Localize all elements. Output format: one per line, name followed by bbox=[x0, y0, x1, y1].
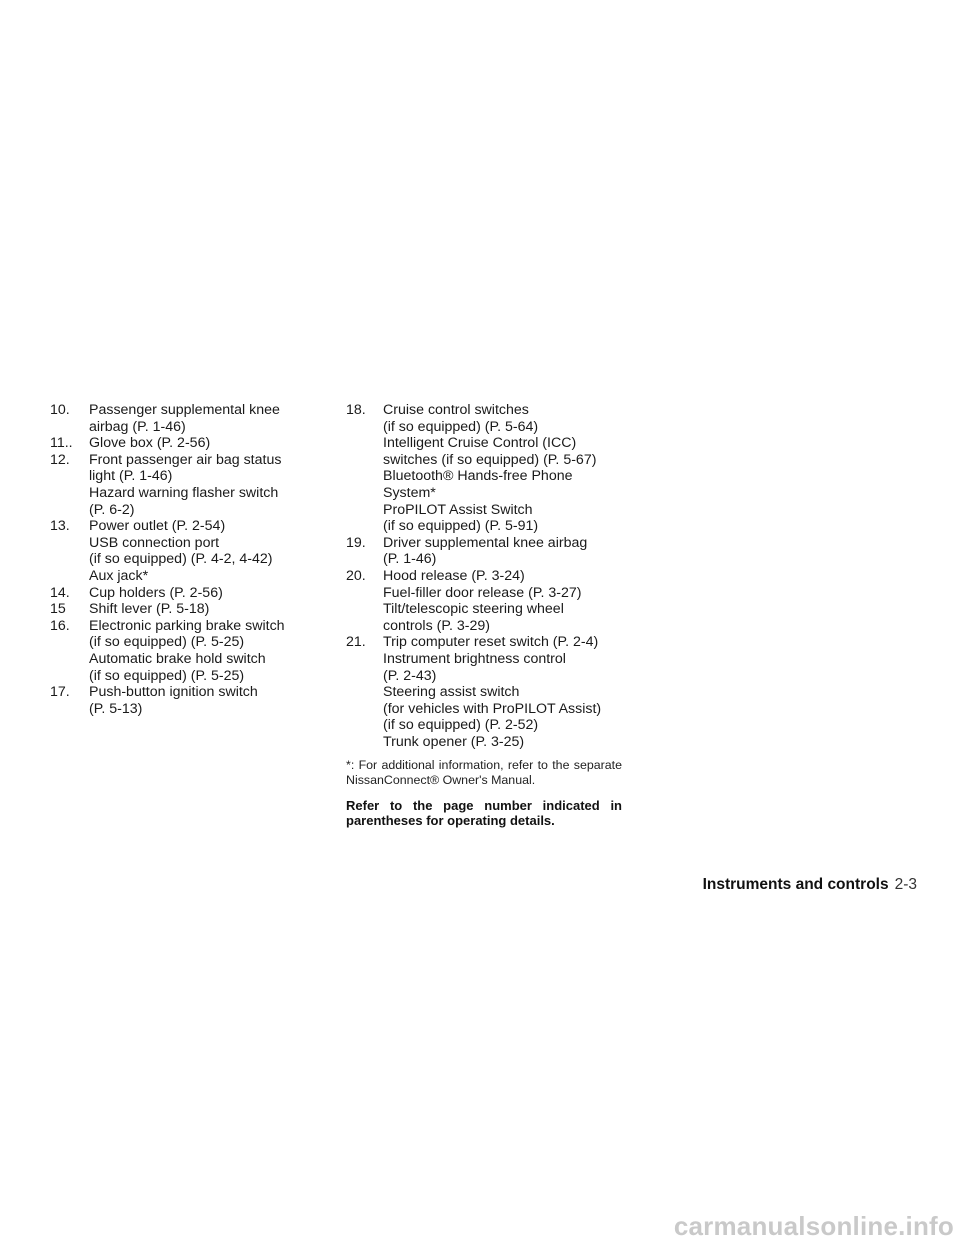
list-item bbox=[346, 568, 622, 634]
item-number: 16. bbox=[50, 617, 70, 634]
item-line: Front passenger air bag status bbox=[89, 451, 282, 468]
item-line: Steering assist switch bbox=[383, 684, 520, 701]
item-text bbox=[383, 535, 622, 568]
item-text bbox=[89, 435, 312, 452]
item-text bbox=[383, 568, 622, 634]
list-item bbox=[50, 402, 312, 435]
item-number: 13. bbox=[50, 518, 70, 535]
item-line: Aux jack* bbox=[89, 567, 149, 584]
section-title: Instruments and controls bbox=[702, 876, 889, 893]
item-line: (if so equipped) (P. 4-2, 4-42) bbox=[89, 551, 273, 568]
page-footer bbox=[703, 876, 917, 894]
item-line: Driver supplemental knee airbag bbox=[383, 534, 588, 551]
item-number: 17. bbox=[50, 684, 70, 701]
item-line: controls (P. 3-29) bbox=[383, 617, 490, 634]
item-line: (if so equipped) (P. 5-91) bbox=[383, 518, 539, 535]
item-number: 10. bbox=[50, 402, 70, 418]
list-item bbox=[50, 684, 312, 717]
left-column bbox=[50, 402, 312, 717]
item-line: ProPILOT Assist Switch bbox=[383, 501, 533, 518]
item-line: Automatic brake hold switch bbox=[89, 650, 266, 667]
item-line: Trunk opener (P. 3-25) bbox=[383, 733, 525, 750]
item-number: 11.. bbox=[50, 435, 73, 452]
item-line: Trip computer reset switch (P. 2-4) bbox=[383, 634, 599, 651]
item-line: switches (if so equipped) (P. 5-67) bbox=[383, 451, 597, 468]
item-text bbox=[383, 634, 622, 750]
footnote: *: For additional information, refer to the separate NissanConnect® Owner's Manual. bbox=[346, 758, 622, 788]
item-line: Electronic parking brake switch bbox=[89, 617, 285, 634]
item-number: 20. bbox=[346, 567, 366, 584]
list-item bbox=[346, 402, 622, 535]
item-line: Cruise control switches bbox=[383, 402, 529, 418]
right-column bbox=[346, 402, 622, 828]
item-text bbox=[89, 518, 312, 584]
item-line: (if so equipped) (P. 5-64) bbox=[383, 418, 539, 435]
item-line: (P. 5-13) bbox=[89, 700, 143, 717]
page-number: 2-3 bbox=[894, 876, 917, 893]
item-line: Passenger supplemental knee bbox=[89, 402, 280, 418]
item-line: Push-button ignition switch bbox=[89, 684, 258, 701]
item-line: Hazard warning flasher switch bbox=[89, 484, 279, 501]
watermark: carmanualsonline.info bbox=[673, 1211, 954, 1241]
item-number: 19. bbox=[346, 534, 366, 551]
item-line: light (P. 1-46) bbox=[89, 468, 173, 485]
item-line: Bluetooth® Hands-free Phone bbox=[383, 468, 573, 485]
item-text bbox=[89, 684, 312, 717]
list-item bbox=[346, 535, 622, 568]
item-text bbox=[89, 402, 312, 435]
list-item bbox=[50, 601, 312, 618]
item-line: Intelligent Cruise Control (ICC) bbox=[383, 435, 577, 452]
list-item bbox=[50, 435, 312, 452]
list-item bbox=[50, 618, 312, 684]
item-line: Shift lever (P. 5-18) bbox=[89, 601, 210, 618]
list-item bbox=[50, 518, 312, 584]
item-line: Power outlet (P. 2-54) bbox=[89, 518, 226, 535]
item-line: (for vehicles with ProPILOT Assist) bbox=[383, 700, 602, 717]
item-line: Tilt/telescopic steering wheel bbox=[383, 601, 564, 618]
item-line: Cup holders (P. 2-56) bbox=[89, 584, 223, 601]
refer-note: Refer to the page number indicated in parentheses for operating details. bbox=[346, 798, 622, 829]
item-line: System* bbox=[383, 484, 436, 501]
item-text bbox=[89, 618, 312, 684]
item-line: (if so equipped) (P. 5-25) bbox=[89, 667, 245, 684]
item-line: USB connection port bbox=[89, 534, 220, 551]
item-number: 15 bbox=[50, 601, 66, 618]
item-line: (if so equipped) (P. 2-52) bbox=[383, 717, 539, 734]
item-text bbox=[89, 601, 312, 618]
item-number: 18. bbox=[346, 402, 366, 418]
item-line: (P. 6-2) bbox=[89, 501, 135, 518]
item-text bbox=[89, 585, 312, 602]
right-item-list bbox=[346, 402, 622, 750]
item-text bbox=[89, 452, 312, 518]
item-text bbox=[383, 402, 622, 535]
item-number: 12. bbox=[50, 451, 70, 468]
item-number: 14. bbox=[50, 584, 70, 601]
item-line: (if so equipped) (P. 5-25) bbox=[89, 634, 245, 651]
item-line: Glove box (P. 2-56) bbox=[89, 435, 211, 452]
list-item bbox=[50, 585, 312, 602]
item-line: (P. 1-46) bbox=[383, 551, 437, 568]
item-line: airbag (P. 1-46) bbox=[89, 418, 186, 435]
list-item bbox=[346, 634, 622, 750]
item-line: Instrument brightness control bbox=[383, 650, 566, 667]
item-number: 21. bbox=[346, 634, 366, 651]
item-line: Fuel-filler door release (P. 3-27) bbox=[383, 584, 582, 601]
item-line: (P. 2-43) bbox=[383, 667, 437, 684]
item-line: Hood release (P. 3-24) bbox=[383, 567, 525, 584]
list-item bbox=[50, 452, 312, 518]
